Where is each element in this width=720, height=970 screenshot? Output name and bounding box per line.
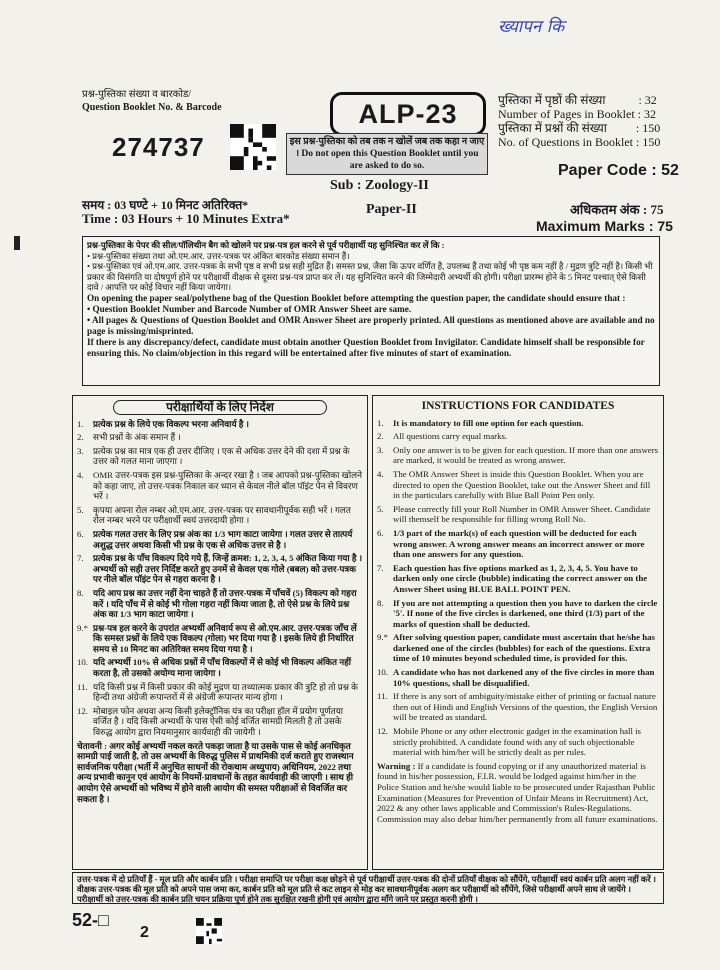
english-instruction-item-number: 2. (377, 431, 384, 442)
subject: Sub : Zoology-II (330, 178, 429, 193)
hindi-instruction-item-number: 10. (77, 657, 88, 668)
english-instruction-item-text: All questions carry equal marks. (393, 431, 508, 442)
questions-value: : 150 (635, 121, 661, 135)
english-instructions-title: INSTRUCTIONS FOR CANDIDATES (421, 400, 615, 412)
booklet-label (82, 88, 222, 114)
hindi-instruction-item-number: 1. (77, 418, 84, 429)
english-instruction-item (377, 632, 659, 664)
paper-number: Paper-II (366, 202, 417, 217)
hindi-instruction-item-number: 4. (77, 469, 84, 480)
booklet-number: 274737 (112, 132, 205, 162)
hindi-instruction-item-text: मोबाइल फोन अथवा अन्य किसी इलेक्ट्रॉनिक यंत्र का परीक्षा हॉल में प्रयोग पूर्णतया वर्जित है । यदि किसी अभ्यर्थी के पास ऐसी कोई वर्जित सामग्री मिलती है तो उसके विरुद्ध आयोग द्वारा नियमानुसार कार्यवाही की जायेगी । (93, 705, 344, 738)
hindi-instructions-column (72, 395, 368, 870)
english-instruction-item-number: 1. (377, 417, 384, 428)
notice-english-point-3: If there is any discrepancy/defect, candidate must obtain another Question Booklet from Invigilator. Candidate himself shall be responsible for ensuring this. No claim/objection in this regard will be entertained after five minutes of start of examination. (87, 336, 645, 358)
carbon-copy-note: उत्तर-पत्रक में दो प्रतियाँ हैं - मूल प्रति और कार्बन प्रति । परीक्षा समाप्ति पर परीक्षा कक्ष छोड़ने से पूर्व परीक्षार्थी उत्तर-पत्रक की दोनों प्रतियाँ वीक्षक को सौंपेंगे, परीक्षार्थी स्वयं कार्बन प्रति अलग नहीं करें । वीक्षक उत्तर-पत्रक की मूल प्रति को अपने पास जमा कर, कार्बन प्रति को मूल प्रति से कट लाइन से मोड़ कर सावधानीपूर्वक अलग कर परीक्षार्थी को सौंपेंगे, जिसे परीक्षार्थी अपने साथ ले जायेंगे । परीक्षार्थी को उत्तर-पत्रक की कार्बन प्रति चयन प्रक्रिया पूर्ण होने तक सुरक्षित रखनी होगी एवं आयोग द्वारा माँगे जाने पर प्रस्तुत करनी होगी । (72, 872, 664, 904)
hindi-instructions-list (77, 419, 363, 738)
english-instruction-item-text: After solving question paper, candidate must ascertain that he/she has darkened one of the circles (bubbles) for each of the questions. Extra time of 10 minutes beyond scheduled time, is provided for this. (393, 632, 655, 664)
hindi-instruction-item (77, 419, 363, 430)
english-warning-text: If a candidate is found copying or if any unauthorized material is found in his/her possession, F.I.R. would be lodged against him/her in the Police Station and he/she would liable to be prosecuted under Rajasthan Public Examination (Measures for Prevention of Unfair Means in Recruitment) Act, 2022 & any other laws applicable and Commission's Rules-Regulations. Commission may also debar him/her permanently from all future examinations. (377, 760, 658, 824)
hindi-instruction-item-text: सभी प्रश्नों के अंक समान हैं । (93, 432, 181, 443)
english-instruction-item-number: 6. (377, 527, 384, 538)
hindi-instruction-item (77, 446, 363, 467)
english-instruction-item-number: 12. (377, 726, 388, 737)
english-warning (377, 761, 659, 825)
hindi-instruction-item-text: प्रश्न-पत्र हल करने के उपरांत अभ्यर्थी अनिवार्य रूप से ओ.एम.आर. उत्तर-पत्रक जाँच लें कि समस्त प्रश्नों के लिये एक विकल्प (गोला) भर दिया गया है । इसके लिये ही निर्धारित समय से 10 मिनट का अतिरिक्त समय दिया गया है । (93, 622, 357, 654)
handwritten-signature: ख्यापन कि (498, 17, 565, 37)
notice-english-point-1: • Question Booklet Number and Barcode Number of OMR Answer Sheet are same. (87, 303, 412, 314)
english-instruction-item (377, 598, 659, 630)
page-number: 2 (140, 924, 149, 941)
english-instruction-item-number: 7. (377, 562, 384, 573)
booklet-label-hindi: प्रश्न-पुस्तिका संख्या व बारकोड/ (82, 89, 192, 100)
seal-notice-box (82, 236, 660, 386)
hindi-instruction-item-number: 5. (77, 504, 84, 515)
english-instruction-item-number: 5. (377, 503, 384, 514)
english-instruction-item-text: If you are not attempting a question then you have to darken the circle '5'. If none of the five circles is darkened, one third (1/3) part of the marks of question shall be deducted. (393, 597, 658, 629)
hindi-instruction-item (77, 470, 363, 502)
english-instruction-item-text: A candidate who has not darkened any of the five circles in more than 10% questions, shall be disqualified. (393, 667, 655, 688)
english-instruction-item (377, 528, 659, 560)
hindi-instruction-item-text: यदि अभ्यर्थी 10% से अधिक प्रश्नों में पाँच विकल्पों में से कोई भी विकल्प अंकित नहीं करता है, तो उसको अयोग्य माना जायेगा । (93, 657, 352, 679)
hindi-instruction-item (77, 505, 363, 526)
hindi-instructions-title: परीक्षार्थियों के लिए निर्देश (113, 400, 327, 415)
english-instruction-item-text: 1/3 part of the mark(s) of each question will be deducted for each wrong answer. A wrong answer means an incorrect answer or more than one answers for any question. (393, 527, 645, 560)
hindi-instruction-item-text: यदि किसी प्रश्न में किसी प्रकार की कोई मुद्रण या तथ्यात्मक प्रकार की त्रुटि हो तो प्रश्न के हिन्दी तथा अंग्रेजी रूपान्तरों में से अंग्रेजी रूपान्तर मान्य होगा । (93, 681, 358, 703)
hindi-instruction-item-text: OMR उत्तर-पत्रक इस प्रश्न-पुस्तिका के अन्दर रखा है । जब आपको प्रश्न-पुस्तिका खोलने को कहा जाए, तो उत्तर-पत्रक निकाल कर ध्यान से केवल नीले बॉल पॉइंट पेन से विवरण भरें । (93, 469, 362, 502)
hindi-instruction-item (77, 657, 363, 678)
hindi-instruction-item-text: प्रत्येक गलत उत्तर के लिए प्रश्न अंक का 1/3 भाग काटा जायेगा । गलत उत्तर से तात्पर्य अशुद्ध उत्तर अथवा किसी भी प्रश्न के एक से अधिक उत्तर से है । (93, 528, 353, 550)
notice-hindi-intro: प्रश्न-पुस्तिका के पेपर की सील/पॉलिथीन बैग को खोलने पर प्रश्न-पत्र हल करने से पूर्व परीक्षार्थी यह सुनिश्चित कर लें कि : (87, 240, 445, 250)
footer-qr-icon (196, 918, 222, 944)
english-instruction-item-text: Mobile Phone or any other electronic gadget in the examination hall is strictly prohibited. A candidate found with any of such objectionable material with him/her will be strictly dealt as per rules. (393, 726, 641, 758)
do-not-open-box: इस प्रश्न-पुस्तिका को तब तक न खोलें जब तक कहा न जाए । Do not open this Question Booklet until you are asked to do so. (286, 133, 488, 175)
notice-english-intro: On opening the paper seal/polythene bag of the Question Booklet before attempting the question paper, the candidate should ensure that : (87, 292, 626, 303)
questions-label-hindi: पुस्तिका में प्रश्नों की संख्या (498, 121, 607, 135)
english-instruction-item (377, 726, 659, 758)
max-marks-english: Maximum Marks : 75 (536, 218, 673, 234)
hindi-instruction-item-text: प्रत्येक प्रश्न के लिये एक विकल्प भरना अनिवार्य है । (93, 418, 249, 429)
english-instruction-item-text: Please correctly fill your Roll Number in OMR Answer Sheet. Candidate will themself be responsible for filling wrong Roll No. (393, 503, 651, 525)
hindi-instruction-item-number: 8. (77, 587, 84, 598)
paper-code: Paper Code : 52 (558, 162, 679, 179)
hindi-instruction-item (77, 706, 363, 738)
english-instruction-item (377, 691, 659, 723)
english-instruction-item (377, 667, 659, 688)
hindi-instruction-item-number: 7. (77, 553, 84, 564)
english-instruction-item (377, 445, 659, 466)
english-instruction-item (377, 504, 659, 525)
english-instruction-item-number: 8. (377, 597, 384, 608)
hindi-instruction-item-number: 12. (77, 705, 88, 716)
english-instruction-item (377, 563, 659, 595)
pages-value-en: : 32 (637, 107, 656, 121)
hindi-instruction-item-number: 3. (77, 445, 84, 456)
time-english: Time : 03 Hours + 10 Minutes Extra* (82, 211, 290, 226)
english-instructions-list (377, 418, 659, 758)
barcode-qr-icon (230, 124, 276, 170)
hindi-instruction-item-text: प्रत्येक प्रश्न का मात्र एक ही उत्तर दीजिए । एक से अधिक उत्तर देने की दशा में प्रश्न के उत्तर को गलत माना जाएगा । (93, 445, 350, 467)
english-instruction-item-number: 10. (377, 667, 388, 678)
notice-hindi-point-2: • प्रश्न-पुस्तिका एवं ओ.एम.आर. उत्तर-पत्रक के सभी पृष्ठ व सभी प्रश्न सही मुद्रित हैं। समस्त प्रश्न, जैसा कि ऊपर वर्णित है, उपलब्ध हैं तथा कोई भी पृष्ठ कम नहीं है / मुद्रण त्रुटि नहीं है। किसी भी प्रकार की विसंगति या दोषपूर्ण होने पर परीक्षार्थी वीक्षक से दूसरा प्रश्न-पत्र प्राप्त कर लें। यह सुनिश्चित करने की जिम्मेदारी अभ्यर्थी की होगी। परीक्षा प्रारम्भ होने के 5 मिनट पश्चात् ऐसे किसी दावे / आपत्ति पर कोई विचार नहीं किया जायेगा। (87, 261, 653, 293)
english-instruction-item-text: The OMR Answer Sheet is inside this Question Booklet. When you are directed to open the Question Booklet, take out the Answer Sheet and fill in the particulars carefully with Blue Ball Point Pen only. (393, 468, 651, 501)
english-instruction-item-number: 11. (377, 691, 388, 702)
booklet-counts (498, 93, 660, 149)
english-instruction-item-text: Each question has five options marked as 1, 2, 3, 4, 5. You have to darken only one circle (bubble) indicating the correct answer on the Answer Sheet using BLUE BALL POINT PEN. (393, 562, 648, 594)
english-instruction-item-text: It is mandatory to fill one option for each question. (393, 417, 584, 428)
questions-value-en: : 150 (636, 135, 661, 149)
hindi-instruction-item (77, 529, 363, 550)
series-code: ALP-23 (330, 92, 486, 136)
notice-english-point-2: • All pages & Questions of Question Booklet and OMR Answer Sheet are properly printed. All questions as mentioned above are available and no page is missing/misprinted. (87, 314, 655, 336)
questions-label-english: No. of Questions in Booklet (498, 135, 633, 149)
hindi-instruction-item (77, 588, 363, 620)
pages-label-english: Number of Pages in Booklet (498, 107, 635, 121)
pages-value: : 32 (638, 93, 657, 107)
hindi-instruction-item-text: यदि आप प्रश्न का उत्तर नहीं देना चाहते हैं तो उत्तर-पत्रक में पाँचवें (5) विकल्प को गहरा करें । यदि पाँच में से कोई भी गोला गहरा नहीं किया जाता है, तो ऐसे प्रश्न के लिये प्रश्न अंक का 1/3 भाग काटा जायेगा । (93, 587, 357, 620)
hindi-instruction-item (77, 553, 363, 585)
english-instruction-item (377, 469, 659, 501)
hindi-instruction-item-text: कृपया अपना रोल नम्बर ओ.एम.आर. उत्तर-पत्रक पर सावधानीपूर्वक सही भरें । गलत रोल नम्बर भरने पर परीक्षार्थी स्वयं उत्तरदायी होगा । (93, 504, 351, 526)
footer-code: 52-□ (72, 910, 109, 930)
english-instruction-item-number: 3. (377, 444, 384, 455)
max-marks-hindi: अधिकतम अंक : 75 (570, 202, 664, 217)
time-hindi: समय : 03 घण्टे + 10 मिनट अतिरिक्त* (82, 198, 249, 212)
hindi-instruction-item (77, 682, 363, 703)
english-instruction-item-number: 4. (377, 468, 384, 479)
hindi-instruction-item-number: 6. (77, 528, 84, 539)
hindi-warning: चेतावनी : अगर कोई अभ्यर्थी नकल करते पकड़ा जाता है या उसके पास से कोई अनधिकृत सामग्री पाई जाती है, तो उस अभ्यर्थी के विरुद्ध पुलिस में प्राथमिकी दर्ज कराते हुए राजस्थान सार्वजनिक परीक्षा (भर्ती में अनुचित साधनों की रोकथाम अध्युपाय) अधिनियम, 2022 तथा अन्य प्रभावी कानून एवं आयोग के नियमों-प्रावधानों के तहत कार्यवाही की जाएगी । साथ ही आयोग ऐसे अभ्यर्थी को भविष्य में होने वाली आयोग की समस्त परीक्षाओं से विवर्जित कर सकता है । (77, 740, 354, 804)
english-warning-label: Warning : (377, 760, 416, 771)
english-instruction-item (377, 418, 659, 429)
english-instructions-column (372, 395, 664, 870)
english-instruction-item-text: Only one answer is to be given for each question. If more than one answers are marked, it would be treated as wrong answer. (393, 444, 659, 466)
hindi-instruction-item (77, 623, 363, 655)
english-instruction-item-text: If there is any sort of ambiguity/mistake either of printing or factual nature then out of Hindi and English Versions of the question, the English Version will be treated as standard. (393, 691, 658, 723)
pages-label-hindi: पुस्तिका में पृष्ठों की संख्या (498, 93, 606, 107)
english-instruction-item-number: 9.* (377, 632, 388, 643)
hindi-instruction-item (77, 432, 363, 443)
notice-hindi-point-1: • प्रश्न-पुस्तिका संख्या तथा ओ.एम.आर. उत्तर-पत्रक पर अंकित बारकोड संख्या समान हैं। (87, 250, 350, 261)
hindi-instruction-item-number: 2. (77, 432, 84, 443)
hindi-instruction-item-number: 9.* (77, 622, 88, 633)
booklet-label-english: Question Booklet No. & Barcode (82, 102, 222, 113)
hindi-instruction-item-number: 11. (77, 681, 88, 692)
hindi-instruction-item-text: प्रत्येक प्रश्न के पाँच विकल्प दिये गये हैं, जिन्हें क्रमश: 1, 2, 3, 4, 5 अंकित किया गया है । अभ्यर्थी को सही उत्तर निर्दिष्ट करते हुए उनमें से केवल एक गोले (बबल) को उत्तर-पत्रक पर नीले बॉल पॉइंट पेन से गहरा करना है । (93, 553, 363, 585)
margin-marker (14, 236, 20, 250)
english-instruction-item (377, 431, 659, 442)
